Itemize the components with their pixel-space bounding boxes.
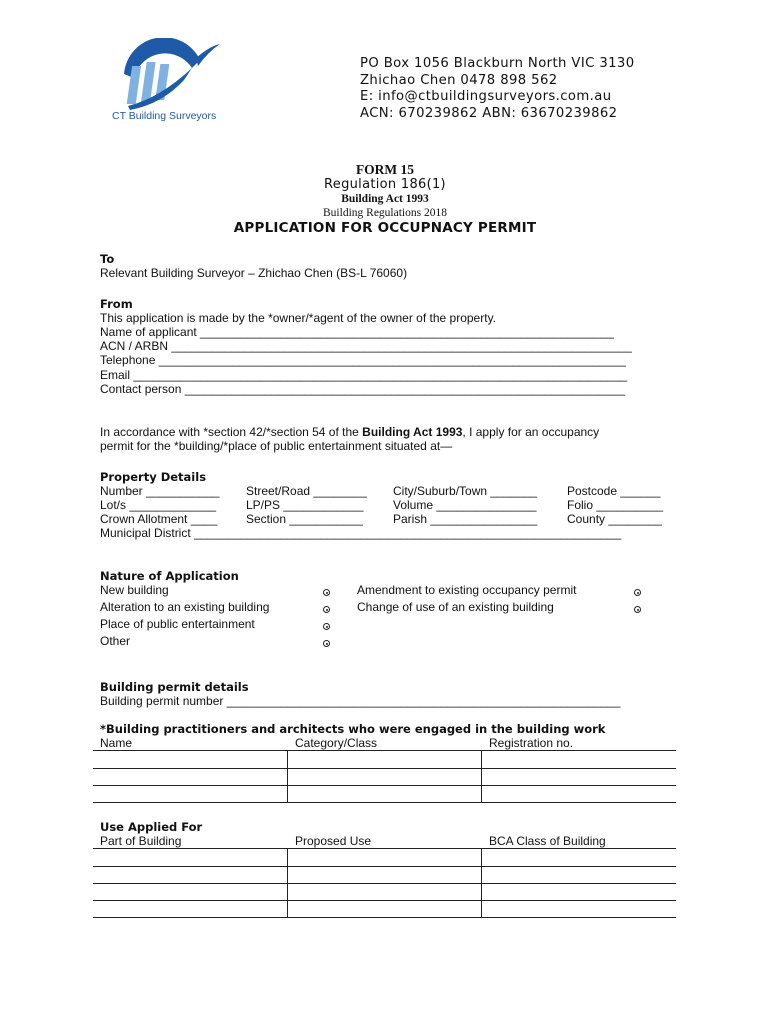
contact-person-field[interactable]: Contact person __________________________________________________________________ bbox=[100, 381, 626, 396]
property-col-4 bbox=[567, 484, 663, 527]
section-field[interactable]: Section ___________ bbox=[246, 512, 363, 527]
col-part-of-building: Part of Building bbox=[100, 834, 182, 848]
regulation: Regulation 186(1) bbox=[324, 177, 446, 192]
property-col-1 bbox=[100, 484, 219, 527]
option-new-building: New building bbox=[100, 583, 169, 597]
radio-alteration[interactable] bbox=[323, 606, 330, 613]
table-rule bbox=[93, 883, 676, 884]
option-other: Other bbox=[100, 634, 131, 648]
property-col-2 bbox=[246, 484, 367, 527]
table-divider bbox=[287, 848, 288, 917]
phone: Zhichao Chen 0478 898 562 bbox=[360, 72, 558, 88]
email-field[interactable]: Email __________________________________________________________________________ bbox=[100, 367, 628, 382]
table-rule bbox=[93, 802, 676, 803]
statement-act: Building Act 1993 bbox=[362, 425, 463, 439]
municipal-district-field[interactable]: Municipal District ________________________________________________________________ bbox=[100, 526, 622, 540]
from-intro: This application is made by the *owner/*agent of the owner of the property. bbox=[100, 311, 497, 325]
permit-number-field[interactable]: Building permit number ___________________________________________________________ bbox=[100, 694, 621, 708]
table-rule bbox=[93, 900, 676, 901]
table-divider bbox=[481, 848, 482, 917]
street-road-field[interactable]: Street/Road ________ bbox=[246, 484, 367, 498]
from-heading: From bbox=[100, 297, 133, 311]
use-heading: Use Applied For bbox=[100, 820, 203, 834]
email: E: info@ctbuildingsurveyors.com.au bbox=[360, 89, 612, 104]
po-box: PO Box 1056 Blackburn North VIC 3130 bbox=[360, 56, 635, 71]
contact-block bbox=[360, 56, 634, 122]
col-bca-class: BCA Class of Building bbox=[489, 834, 606, 848]
radio-other[interactable] bbox=[323, 640, 330, 647]
lots-field[interactable]: Lot/s _____________ bbox=[100, 498, 217, 513]
to-text: Relevant Building Surveyor – Zhichao Chen (BS-L 76060) bbox=[100, 266, 408, 280]
property-heading: Property Details bbox=[100, 470, 207, 484]
city-suburb-field[interactable]: City/Suburb/Town _______ bbox=[393, 484, 538, 498]
postcode-field[interactable]: Postcode ______ bbox=[567, 484, 661, 498]
table-rule bbox=[93, 768, 676, 769]
parish-field[interactable]: Parish ________________ bbox=[393, 512, 538, 527]
to-heading: To bbox=[100, 252, 115, 266]
telephone-field[interactable]: Telephone ______________________________________________________________________ bbox=[100, 353, 626, 368]
volume-field[interactable]: Volume _______________ bbox=[393, 498, 537, 513]
radio-amendment[interactable] bbox=[634, 589, 641, 596]
folio-field[interactable]: Folio __________ bbox=[567, 498, 664, 513]
practitioners-heading: *Building practitioners and architects who were engaged in the building work bbox=[100, 722, 606, 736]
table-rule bbox=[93, 785, 676, 786]
form-number: FORM 15 bbox=[355, 162, 415, 177]
applicant-fields bbox=[100, 325, 632, 396]
page-title: APPLICATION FOR OCCUPNACY PERMIT bbox=[233, 220, 537, 236]
option-amendment: Amendment to existing occupancy permit bbox=[357, 583, 577, 597]
table-rule bbox=[93, 750, 676, 751]
table-divider bbox=[287, 750, 288, 802]
col-name: Name bbox=[100, 736, 133, 750]
table-rule bbox=[93, 917, 676, 918]
property-col-3 bbox=[393, 484, 537, 527]
radio-change-of-use[interactable] bbox=[634, 606, 641, 613]
table-rule bbox=[93, 848, 676, 849]
nature-heading: Nature of Application bbox=[100, 569, 239, 583]
number-field[interactable]: Number ___________ bbox=[100, 484, 220, 498]
name-of-applicant-field[interactable]: Name of applicant ______________________________________________________________ bbox=[100, 325, 614, 339]
statement-post: , I apply for an occupancy bbox=[462, 425, 600, 439]
statement-line-2: permit for the *building/*place of public entertainment situated at— bbox=[100, 439, 453, 453]
permit-heading: Building permit details bbox=[100, 680, 249, 694]
table-divider bbox=[481, 750, 482, 802]
radio-new-building[interactable] bbox=[323, 589, 330, 596]
regulations-name: Building Regulations 2018 bbox=[323, 207, 447, 219]
statement-line-1 bbox=[100, 425, 599, 439]
table-rule bbox=[93, 866, 676, 867]
option-public-entertainment: Place of public entertainment bbox=[100, 617, 255, 631]
act-name: Building Act 1993 bbox=[341, 193, 429, 205]
acn-arbn-field[interactable]: ACN / ARBN _____________________________________________________________________ bbox=[100, 339, 632, 354]
col-registration: Registration no. bbox=[489, 736, 574, 750]
statement-pre: In accordance with *section 42/*section 54 of the bbox=[100, 425, 363, 439]
logo-text: CT Building Surveyors bbox=[112, 110, 217, 122]
option-alteration: Alteration to an existing building bbox=[100, 600, 270, 614]
col-proposed-use: Proposed Use bbox=[295, 834, 372, 848]
lp-ps-field[interactable]: LP/PS ____________ bbox=[246, 498, 364, 513]
county-field[interactable]: County ________ bbox=[567, 512, 662, 527]
col-category: Category/Class bbox=[295, 736, 378, 750]
acn-abn: ACN: 670239862 ABN: 63670239862 bbox=[360, 105, 618, 121]
option-change-of-use: Change of use of an existing building bbox=[357, 600, 554, 614]
radio-public-entertainment[interactable] bbox=[323, 623, 330, 630]
crown-allotment-field[interactable]: Crown Allotment ____ bbox=[100, 512, 218, 527]
